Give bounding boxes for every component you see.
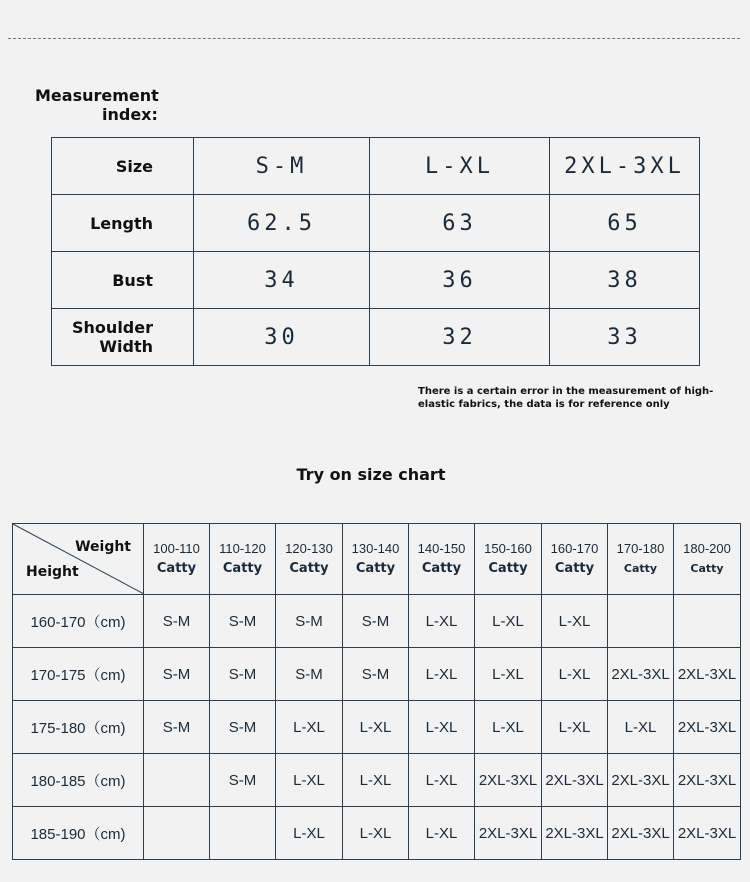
measurement-table bbox=[51, 137, 700, 366]
size-cell: S-M bbox=[343, 648, 409, 701]
size-cell: L-XL bbox=[409, 807, 475, 860]
size-cell: S-M bbox=[144, 648, 210, 701]
measurement-row-shoulder bbox=[52, 309, 700, 366]
height-range: 160-170（cm) bbox=[13, 595, 144, 648]
weight-header: 140-150 Catty bbox=[409, 524, 475, 595]
size-cell: L-XL bbox=[343, 701, 409, 754]
height-range: 185-190（cm) bbox=[13, 807, 144, 860]
height-range: 175-180（cm) bbox=[13, 701, 144, 754]
size-cell: S-M bbox=[210, 701, 276, 754]
size-cell: 2XL-3XL bbox=[674, 701, 741, 754]
size-cell: S-M bbox=[144, 701, 210, 754]
size-cell: L-XL bbox=[475, 701, 542, 754]
size-cell: S-M bbox=[210, 595, 276, 648]
size-cell: S-M bbox=[144, 595, 210, 648]
weight-header: 170-180 Catty bbox=[608, 524, 674, 595]
size-cell: S-M bbox=[276, 595, 343, 648]
size-cell: L-XL bbox=[608, 701, 674, 754]
height-range: 180-185（cm) bbox=[13, 754, 144, 807]
size-cell: L-XL bbox=[409, 595, 475, 648]
size-cell bbox=[210, 807, 276, 860]
try-on-row bbox=[13, 807, 741, 860]
measurement-index-title: Measurement index: bbox=[35, 86, 159, 124]
measurement-cell: 65 bbox=[550, 195, 700, 252]
try-on-row bbox=[13, 648, 741, 701]
size-cell: L-XL bbox=[343, 754, 409, 807]
measurement-cell: 63 bbox=[370, 195, 550, 252]
size-cell: 2XL-3XL bbox=[475, 807, 542, 860]
size-cell: L-XL bbox=[409, 648, 475, 701]
size-cell: S-M bbox=[343, 595, 409, 648]
size-cell bbox=[674, 595, 741, 648]
size-cell: L-XL bbox=[542, 701, 608, 754]
weight-header: 110-120 Catty bbox=[210, 524, 276, 595]
try-on-table bbox=[12, 523, 741, 860]
size-cell bbox=[144, 807, 210, 860]
measurement-cell: 33 bbox=[550, 309, 700, 366]
size-col-sm: S-M bbox=[194, 138, 370, 195]
size-col-2xl3xl: 2XL-3XL bbox=[550, 138, 700, 195]
size-cell bbox=[144, 754, 210, 807]
size-cell: L-XL bbox=[276, 807, 343, 860]
size-cell bbox=[608, 595, 674, 648]
size-cell: 2XL-3XL bbox=[475, 754, 542, 807]
size-cell: S-M bbox=[210, 754, 276, 807]
measurement-cell: 34 bbox=[194, 252, 370, 309]
size-cell: L-XL bbox=[276, 701, 343, 754]
size-cell: 2XL-3XL bbox=[608, 754, 674, 807]
measurement-header-row bbox=[52, 138, 700, 195]
try-on-header-row bbox=[13, 524, 741, 595]
row-label: Length bbox=[52, 195, 194, 252]
measurement-row-bust bbox=[52, 252, 700, 309]
dashed-divider bbox=[8, 38, 740, 39]
try-on-row bbox=[13, 595, 741, 648]
size-header: Size bbox=[52, 138, 194, 195]
measurement-cell: 36 bbox=[370, 252, 550, 309]
size-cell: L-XL bbox=[409, 701, 475, 754]
size-cell: L-XL bbox=[276, 754, 343, 807]
weight-header: 160-170 Catty bbox=[542, 524, 608, 595]
size-cell: 2XL-3XL bbox=[674, 807, 741, 860]
size-cell: 2XL-3XL bbox=[674, 754, 741, 807]
try-on-row bbox=[13, 701, 741, 754]
diagonal-divider bbox=[13, 524, 144, 594]
weight-header: 180-200 Catty bbox=[674, 524, 741, 595]
corner-cell bbox=[13, 524, 144, 595]
measurement-cell: 38 bbox=[550, 252, 700, 309]
weight-header: 150-160 Catty bbox=[475, 524, 542, 595]
size-col-lxl: L-XL bbox=[370, 138, 550, 195]
size-cell: 2XL-3XL bbox=[542, 754, 608, 807]
size-cell: 2XL-3XL bbox=[674, 648, 741, 701]
size-cell: L-XL bbox=[409, 754, 475, 807]
weight-header: 100-110 Catty bbox=[144, 524, 210, 595]
height-label: Height bbox=[26, 564, 79, 580]
weight-header: 120-130 Catty bbox=[276, 524, 343, 595]
size-cell: S-M bbox=[276, 648, 343, 701]
size-cell: S-M bbox=[210, 648, 276, 701]
measurement-row-length bbox=[52, 195, 700, 252]
measurement-cell: 32 bbox=[370, 309, 550, 366]
size-cell: L-XL bbox=[475, 648, 542, 701]
size-cell: L-XL bbox=[542, 595, 608, 648]
size-cell: L-XL bbox=[542, 648, 608, 701]
try-on-row bbox=[13, 754, 741, 807]
row-label: Bust bbox=[52, 252, 194, 309]
row-label: Shoulder Width bbox=[52, 309, 194, 366]
size-cell: L-XL bbox=[343, 807, 409, 860]
measurement-cell: 62.5 bbox=[194, 195, 370, 252]
size-cell: 2XL-3XL bbox=[608, 807, 674, 860]
size-cell: L-XL bbox=[475, 595, 542, 648]
measurement-cell: 30 bbox=[194, 309, 370, 366]
measurement-note: There is a certain error in the measurement of high- elastic fabrics, the data is for reference only bbox=[418, 386, 714, 410]
weight-label: Weight bbox=[75, 539, 131, 555]
size-cell: 2XL-3XL bbox=[608, 648, 674, 701]
try-on-title: Try on size chart bbox=[296, 465, 446, 484]
height-range: 170-175（cm) bbox=[13, 648, 144, 701]
size-cell: 2XL-3XL bbox=[542, 807, 608, 860]
weight-header: 130-140 Catty bbox=[343, 524, 409, 595]
